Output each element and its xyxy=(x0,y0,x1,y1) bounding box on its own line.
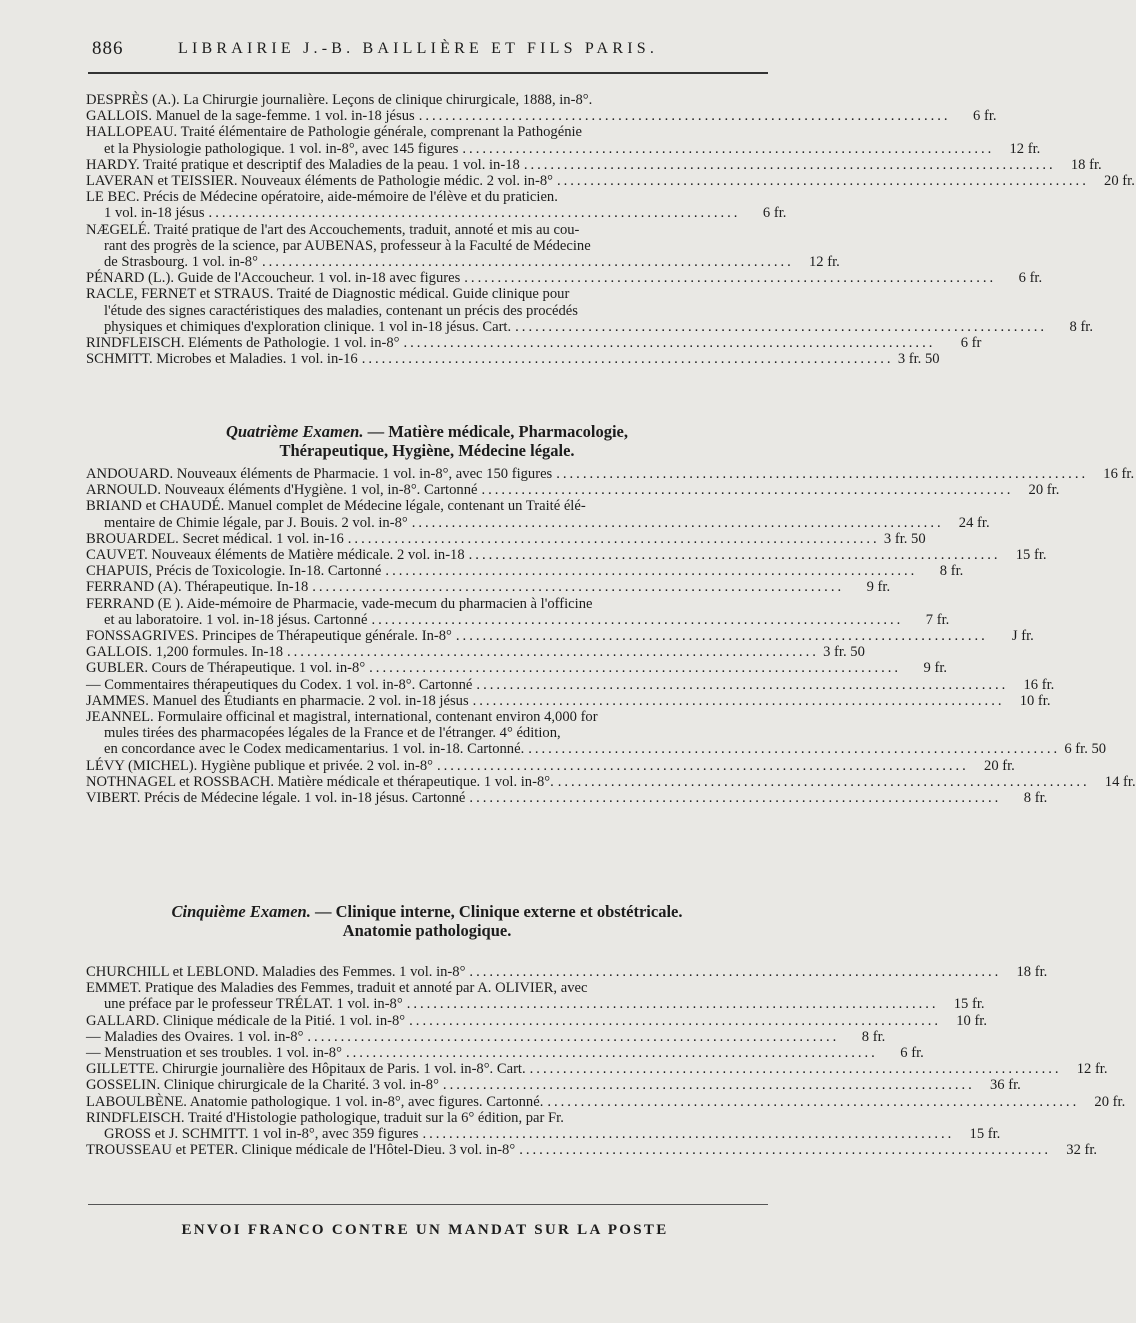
catalog-section-1 xyxy=(86,92,1135,368)
leader-dots: ................................................................................ xyxy=(481,482,1014,499)
leader-dots: ................................................................................ xyxy=(523,156,1056,173)
entry-price: 10 fr. xyxy=(956,1012,988,1029)
entry-price: 6 fr. xyxy=(973,108,997,125)
entry-line xyxy=(86,547,1047,564)
entry-line xyxy=(86,514,990,531)
entry-text: NÆGELÉ. Traité pratique de l'art des Accouchements, traduit, annoté et mis au cou- xyxy=(86,221,580,238)
catalog-entry xyxy=(86,547,1047,564)
catalog-entry xyxy=(86,563,964,580)
page-header xyxy=(86,38,776,64)
catalog-entry xyxy=(86,482,1060,499)
entry-line xyxy=(86,725,768,741)
entry-price: 3 fr. 50 xyxy=(897,351,940,368)
entry-price: 8 fr. xyxy=(861,1028,886,1045)
leader-dots: ................................................................................ xyxy=(307,1028,840,1045)
entry-line xyxy=(86,303,768,319)
leader-dots: ................................................................................ xyxy=(464,270,997,287)
catalog-entry xyxy=(86,124,1041,157)
entry-price: 12 fr. xyxy=(1009,140,1041,157)
entry-price: 9 fr. xyxy=(923,660,948,677)
entry-line xyxy=(86,270,1043,287)
entry-price: 8 fr. xyxy=(1069,318,1094,335)
leader-dots: ................................................................................ xyxy=(476,676,1009,693)
entry-price: 7 fr. xyxy=(925,611,950,628)
entry-text: HARDY. Traité pratique et descriptif des Maladies de la peau. 1 vol. in-18 xyxy=(86,156,520,173)
entry-text: CHURCHILL et LEBLOND. Maladies des Femmes. 1 vol. in-8° xyxy=(86,964,466,980)
entry-text: rant des progrès de la science, par AUBENAS, professeur à la Faculté de Médecine xyxy=(104,237,591,254)
leader-dots: ................................................................................ xyxy=(422,1126,955,1143)
leader-dots: ................................................................................ xyxy=(361,351,894,368)
entry-price: 15 fr. xyxy=(1015,547,1047,564)
entry-text: BROUARDEL. Secret médical. 1 vol. in-16 xyxy=(86,530,344,547)
entry-price: 20 fr. xyxy=(1104,173,1135,190)
running-head: LIBRAIRIE J.-B. BAILLIÈRE ET FILS PARIS. xyxy=(178,40,659,57)
entry-price: 3 fr. 50 xyxy=(883,530,926,547)
entry-text: EMMET. Pratique des Maladies des Femmes, traduit et annoté par A. OLIVIER, avec xyxy=(86,980,588,997)
entry-price: 24 fr. xyxy=(958,514,990,531)
entry-line xyxy=(86,611,950,628)
entry-text: GALLOIS. Manuel de la sage-femme. 1 vol. in-18 jésus xyxy=(86,108,415,125)
leader-dots: ................................................................................ xyxy=(519,1142,1052,1159)
entry-text: HALLOPEAU. Traité élémentaire de Pathologie générale, comprenant la Pathogénie xyxy=(86,124,583,141)
catalog-entry xyxy=(86,579,891,596)
exam-title-line1: — Matière médicale, Pharmacologie, xyxy=(367,422,629,441)
entry-text: JEANNEL. Formulaire officinal et magistral, international, contenant environ 4,000 for xyxy=(86,709,598,726)
entry-line xyxy=(86,757,1015,774)
entry-line xyxy=(86,676,1055,693)
leader-dots: ................................................................................ xyxy=(369,660,902,677)
catalog-entry xyxy=(86,189,787,222)
entry-line xyxy=(86,286,768,302)
entry-line xyxy=(86,466,1135,482)
entry-text: NOTHNAGEL et ROSSBACH. Matière médicale et thérapeutique. 1 vol. in-8°. xyxy=(86,773,554,790)
entry-price: 12 fr. xyxy=(809,254,840,271)
entry-line xyxy=(86,1110,768,1126)
entry-text: GALLOIS. 1,200 formules. In-18 xyxy=(86,644,283,661)
catalog-entry xyxy=(86,498,990,531)
catalog-entry xyxy=(86,1061,1108,1078)
entry-text: LABOULBÈNE. Anatomie pathologique. 1 vol. in-8°, avec figures. Cartonné. xyxy=(86,1093,544,1110)
entry-text: GILLETTE. Chirurgie journalière des Hôpitaux de Paris. 1 vol. in-8°. Cart. xyxy=(86,1061,526,1078)
leader-dots: ................................................................................ xyxy=(418,108,951,125)
entry-line xyxy=(86,579,891,596)
entry-line xyxy=(86,1012,988,1029)
entry-line xyxy=(86,1093,1126,1110)
entry-text: SCHMITT. Microbes et Maladies. 1 vol. in-16 xyxy=(86,351,358,368)
catalog-entry xyxy=(86,286,1094,335)
entry-price: 15 fr. xyxy=(969,1126,1001,1143)
entry-price: 8 fr. xyxy=(939,563,964,580)
entry-line xyxy=(86,964,1048,980)
header-rule xyxy=(88,72,768,74)
entry-price: 20 fr. xyxy=(984,757,1015,774)
entry-price: 6 fr. xyxy=(762,205,787,222)
leader-dots: ................................................................................ xyxy=(557,773,1090,790)
catalog-entry xyxy=(86,530,926,547)
catalog-entry xyxy=(86,964,1048,980)
entry-text: RACLE, FERNET et STRAUS. Traité de Diagnostic médical. Guide clinique pour xyxy=(86,286,570,303)
leader-dots: ................................................................................ xyxy=(371,611,904,628)
entry-line xyxy=(86,205,787,222)
entry-text: DESPRÈS (A.). La Chirurgie journalière. Leçons de clinique chirurgicale, 1888, in-8°. xyxy=(86,92,593,108)
leader-dots: ................................................................................ xyxy=(556,173,1089,190)
entry-line xyxy=(86,222,768,238)
entry-price: 18 fr. xyxy=(1070,156,1102,173)
entry-line xyxy=(86,92,768,108)
exam-title-line1: — Clinique interne, Clinique externe et obstétricale. xyxy=(314,902,683,921)
catalog-entry xyxy=(86,1012,988,1029)
leader-dots: ................................................................................ xyxy=(385,563,918,580)
entry-line xyxy=(86,318,1094,335)
catalog-entry xyxy=(86,692,1051,709)
entry-text: — Maladies des Ovaires. 1 vol. in-8° xyxy=(86,1028,304,1045)
catalog-entry xyxy=(86,1077,1021,1094)
entry-line xyxy=(86,124,768,140)
entry-line xyxy=(86,108,997,125)
leader-dots: ................................................................................ xyxy=(442,1077,975,1094)
entry-text: GOSSELIN. Clinique chirurgicale de la Charité. 3 vol. in-8° xyxy=(86,1077,439,1094)
entry-text: et au laboratoire. 1 vol. in-18 jésus. Cartonné xyxy=(104,611,368,628)
leader-dots: ................................................................................ xyxy=(406,996,939,1013)
catalog-entry xyxy=(86,351,940,368)
entry-text: mules tirées des pharmacopées légales de la France et de l'étranger. 4° édition, xyxy=(104,725,561,742)
entry-text: une préface par le professeur TRÉLAT. 1 vol. in-8° xyxy=(104,996,403,1013)
entry-text: FONSSAGRIVES. Principes de Thérapeutique générale. In-8° xyxy=(86,628,452,645)
catalog-entry xyxy=(86,466,1135,482)
entry-line xyxy=(86,254,840,271)
entry-line xyxy=(86,498,768,514)
entry-line xyxy=(86,628,1034,645)
entry-text: LAVERAN et TEISSIER. Nouveaux éléments de Pathologie médic. 2 vol. in-8° xyxy=(86,173,553,190)
entry-text: RINDFLEISCH. Eléments de Pathologie. 1 vol. in-8° xyxy=(86,335,400,352)
exam-label: Quatrième Examen. xyxy=(225,422,364,441)
entry-price: 6 fr. xyxy=(900,1045,924,1062)
exam-label: Cinquième Examen. xyxy=(171,902,311,921)
entry-price: 18 fr. xyxy=(1016,964,1048,980)
entry-price: 9 fr. xyxy=(866,579,891,596)
exam-heading-4 xyxy=(86,422,768,460)
page-number: 886 xyxy=(92,38,124,59)
entry-text: 1 vol. in-18 jésus xyxy=(104,205,205,222)
catalog-entry xyxy=(86,790,1048,807)
exam-title-line2: Anatomie pathologique. xyxy=(342,921,512,940)
entry-text: BRIAND et CHAUDÉ. Manuel complet de Médecine légale, contenant un Traité élé- xyxy=(86,498,586,515)
entry-line xyxy=(86,1045,924,1062)
entry-line xyxy=(86,709,768,725)
exam-title-line2: Thérapeutique, Hygiène, Médecine légale. xyxy=(279,441,575,460)
entry-text: RINDFLEISCH. Traité d'Histologie pathologique, traduit sur la 6° édition, par Fr. xyxy=(86,1109,564,1126)
entry-line xyxy=(86,1126,1001,1143)
catalog-entry xyxy=(86,270,1043,287)
entry-text: GALLARD. Clinique médicale de la Pitié. 1 vol. in-8° xyxy=(86,1012,406,1029)
leader-dots: ................................................................................ xyxy=(287,644,819,661)
entry-line xyxy=(86,996,985,1013)
entry-line xyxy=(86,563,964,580)
entry-price: 10 fr. xyxy=(1019,692,1051,709)
leader-dots: ................................................................................ xyxy=(462,140,995,157)
entry-text: de Strasbourg. 1 vol. in-8° xyxy=(104,254,258,271)
catalog-entry xyxy=(86,335,982,352)
catalog-entry xyxy=(86,108,997,125)
leader-dots: ................................................................................ xyxy=(469,964,1002,980)
leader-dots: ................................................................................ xyxy=(529,1061,1062,1078)
footer-rule xyxy=(88,1204,768,1205)
entry-price: 12 fr. xyxy=(1076,1061,1108,1078)
leader-dots: ................................................................................ xyxy=(208,205,741,222)
entry-text: — Menstruation et ses troubles. 1 vol. in-8° xyxy=(86,1045,342,1062)
entry-text: ARNOULD. Nouveaux éléments d'Hygiène. 1 vol, in-8°. Cartonné xyxy=(86,482,478,499)
entry-text: LE BEC. Précis de Médecine opératoire, aide-mémoire de l'élève et du praticien. xyxy=(86,189,558,206)
entry-price: 6 fr xyxy=(960,335,982,352)
exam-heading-5 xyxy=(86,902,768,940)
entry-text: JAMMES. Manuel des Étudiants en pharmacie. 2 vol. in-18 jésus xyxy=(86,692,469,709)
entry-price: 15 fr. xyxy=(953,996,985,1013)
leader-dots: ................................................................................ xyxy=(403,335,936,352)
entry-line xyxy=(86,660,948,677)
catalog-entry xyxy=(86,644,865,661)
entry-line xyxy=(86,530,926,547)
entry-text: TROUSSEAU et PETER. Clinique médicale de l'Hôtel-Dieu. 3 vol. in-8° xyxy=(86,1142,516,1159)
entry-line xyxy=(86,741,1107,758)
entry-line xyxy=(86,173,1135,190)
catalog-entry xyxy=(86,595,950,628)
leader-dots: ................................................................................ xyxy=(455,628,988,645)
entry-price: J fr. xyxy=(1011,628,1034,645)
catalog-entry xyxy=(86,92,768,108)
catalog-entry xyxy=(86,1045,924,1062)
entry-text: FERRAND (E ). Aide-mémoire de Pharmacie, vade-mecum du pharmacien à l'officine xyxy=(86,595,593,612)
catalog-entry xyxy=(86,1028,886,1045)
entry-line xyxy=(86,189,768,205)
catalog-entry xyxy=(86,1109,1001,1143)
entry-text: CHAPUIS, Précis de Toxicologie. In-18. Cartonné xyxy=(86,563,382,580)
entry-text: FERRAND (A). Thérapeutique. In-18 xyxy=(86,579,309,596)
entry-line xyxy=(86,644,865,661)
entry-line xyxy=(86,238,768,254)
leader-dots: ................................................................................ xyxy=(261,254,794,271)
entry-price: 20 fr. xyxy=(1094,1093,1126,1110)
entry-line xyxy=(86,596,768,612)
leader-dots: ................................................................................ xyxy=(312,579,845,596)
entry-text: GROSS et J. SCHMITT. 1 vol in-8°, avec 359 figures xyxy=(104,1126,419,1143)
entry-text: — Commentaires thérapeutiques du Codex. 1 vol. in-8°. Cartonné xyxy=(86,676,473,693)
catalog-entry xyxy=(86,980,985,1013)
entry-text: l'étude des signes caractéristiques des maladies, contenant un précis des procédés xyxy=(104,302,578,319)
entry-price: 8 fr. xyxy=(1023,790,1048,807)
entry-text: CAUVET. Nouveaux éléments de Matière médicale. 2 vol. in-18 xyxy=(86,547,465,564)
entry-price: 32 fr. xyxy=(1066,1142,1098,1159)
entry-price: 20 fr. xyxy=(1028,482,1060,499)
entry-price: 16 fr. xyxy=(1103,466,1135,482)
entry-line xyxy=(86,773,1136,790)
catalog-entry xyxy=(86,173,1135,190)
catalog-section-3 xyxy=(86,964,1126,1159)
entry-line xyxy=(86,351,940,368)
catalog-entry xyxy=(86,773,1136,790)
catalog-entry xyxy=(86,757,1015,774)
entry-price: 36 fr. xyxy=(989,1077,1021,1094)
entry-line xyxy=(86,980,768,996)
catalog-entry xyxy=(86,221,840,271)
catalog-entry xyxy=(86,676,1055,693)
entry-text: PÉNARD (L.). Guide de l'Accoucheur. 1 vol. in-18 avec figures xyxy=(86,270,461,287)
entry-price: 6 fr. xyxy=(1018,270,1043,287)
catalog-entry xyxy=(86,156,1102,173)
footer-notice: ENVOI FRANCO CONTRE UN MANDAT SUR LA POSTE xyxy=(181,1222,669,1238)
entry-price: 3 fr. 50 xyxy=(823,644,865,661)
catalog-entry xyxy=(86,660,948,677)
catalog-entry xyxy=(86,628,1034,645)
leader-dots: ................................................................................ xyxy=(436,757,969,774)
entry-line xyxy=(86,335,982,352)
entry-text: LÉVY (MICHEL). Hygiène publique et privée. 2 vol. in-8° xyxy=(86,757,433,774)
entry-text: mentaire de Chimie légale, par J. Bouis. 2 vol. in-8° xyxy=(104,514,408,531)
entry-text: ANDOUARD. Nouveaux éléments de Pharmacie. 1 vol. in-8°, avec 150 figures xyxy=(86,466,553,482)
entry-line xyxy=(86,140,1041,157)
entry-line xyxy=(86,1077,1021,1094)
catalog-entry xyxy=(86,709,1107,758)
leader-dots: ................................................................................ xyxy=(347,530,880,547)
leader-dots: ................................................................................ xyxy=(411,514,944,531)
entry-text: et la Physiologie pathologique. 1 vol. in-8°, avec 145 figures xyxy=(104,140,459,157)
entry-line xyxy=(86,692,1051,709)
catalog-entry xyxy=(86,1142,1098,1159)
catalog-section-2 xyxy=(86,466,1136,807)
entry-price: 16 fr. xyxy=(1023,676,1055,693)
leader-dots: ................................................................................ xyxy=(556,466,1089,482)
entry-text: GUBLER. Cours de Thérapeutique. 1 vol. in-8° xyxy=(86,660,366,677)
entry-line xyxy=(86,156,1102,173)
entry-line xyxy=(86,482,1060,499)
leader-dots: ................................................................................ xyxy=(547,1093,1080,1110)
entry-price: 6 fr. 50 xyxy=(1064,741,1107,758)
entry-line xyxy=(86,1142,1098,1159)
entry-text: VIBERT. Précis de Médecine légale. 1 vol. in-18 jésus. Cartonné xyxy=(86,790,466,807)
leader-dots: ................................................................................ xyxy=(468,547,1001,564)
leader-dots: ................................................................................ xyxy=(472,692,1005,709)
entry-text: physiques et chimiques d'exploration clinique. 1 vol in-18 jésus. Cart. xyxy=(104,318,512,335)
entry-line xyxy=(86,1061,1108,1078)
catalog-entry xyxy=(86,1093,1126,1110)
entry-line xyxy=(86,790,1048,807)
entry-line xyxy=(86,1028,886,1045)
leader-dots: ................................................................................ xyxy=(409,1012,942,1029)
leader-dots: ................................................................................ xyxy=(515,318,1048,335)
leader-dots: ................................................................................ xyxy=(528,741,1061,758)
leader-dots: ................................................................................ xyxy=(469,790,1002,807)
entry-price: 14 fr. xyxy=(1104,773,1136,790)
leader-dots: ................................................................................ xyxy=(345,1045,878,1062)
entry-text: en concordance avec le Codex medicamentarius. 1 vol. in-18. Cartonné. xyxy=(104,741,525,758)
